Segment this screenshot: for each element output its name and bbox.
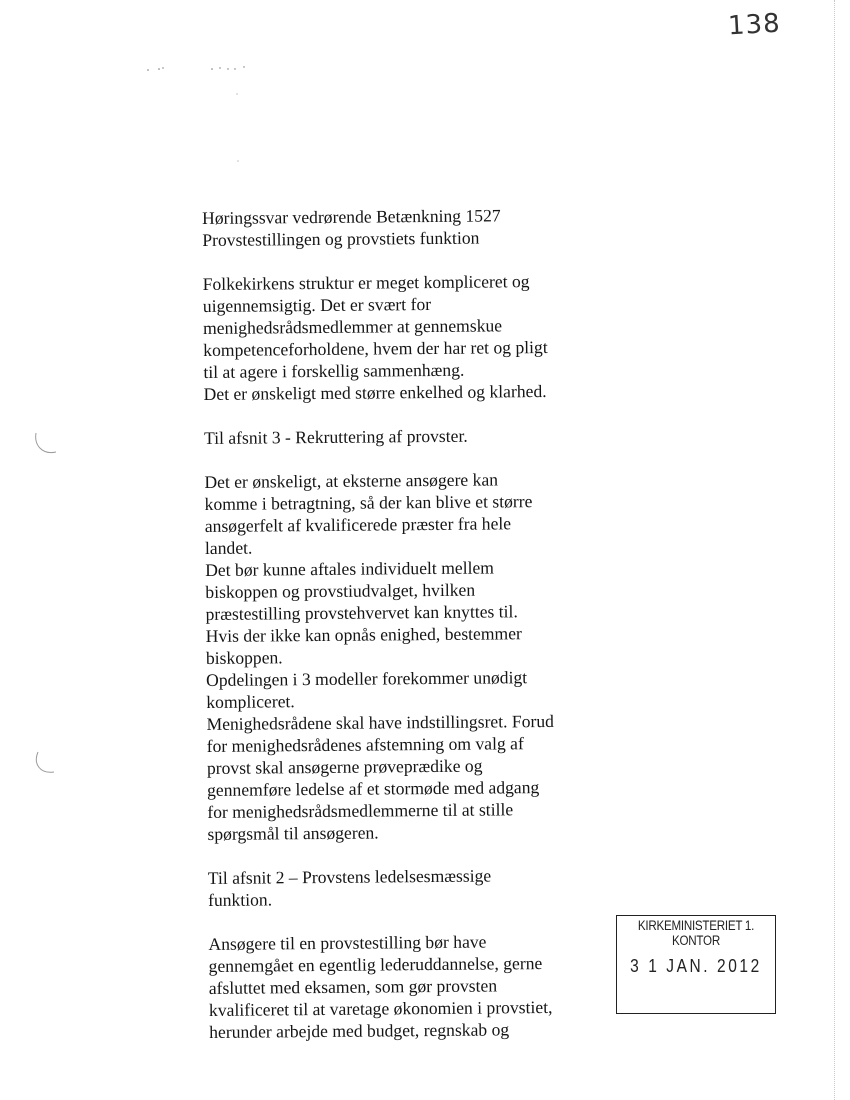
text-line: for menighedsrådsmedlemmerne til at stille <box>207 799 514 822</box>
text-line: biskoppen. <box>205 647 283 668</box>
text-line: landet. <box>204 537 253 558</box>
text-line: Ansøgere til en provstestilling bør have <box>208 931 487 954</box>
page-edge-line <box>834 0 838 1100</box>
heading-line: Provstestillingen og provstiets funktion <box>202 227 480 250</box>
text-line: kvalificeret til at varetage økonomien i provstiet, <box>208 996 553 1020</box>
paragraph-structure <box>203 270 604 405</box>
text-line: komme i betragtning, så der kan blive et større <box>204 491 533 514</box>
binder-hole-mark <box>30 425 66 461</box>
stamp-office: KIRKEMINISTERIET 1. KONTOR <box>637 918 755 948</box>
paragraph-recruitment <box>204 467 607 844</box>
text-line: ansøgerfelt af kvalificerede præster fra hele <box>204 513 512 536</box>
text-line: Det er ønskeligt, at eksterne ansøgere kan <box>204 469 499 492</box>
text-line: kompetenceforholdene, hvem der har ret og pligt <box>203 336 548 360</box>
text-line: Opdelingen i 3 modeller forekommer unødigt <box>206 667 528 690</box>
text-line: provst skal ansøgerne prøveprædike og <box>206 755 483 778</box>
text-line: kompliceret. <box>206 691 295 712</box>
text-line: Til afsnit 2 – Provstens ledelsesmæssige <box>207 865 492 888</box>
text-line: Til afsnit 3 - Rekruttering af provster. <box>203 425 468 448</box>
text-line: spørgsmål til ansøgeren. <box>207 822 379 844</box>
text-line: biskoppen og provstiudvalget, hvilken <box>205 579 476 602</box>
letter-body <box>202 204 609 1043</box>
handwritten-page-number: 138 <box>727 8 782 42</box>
text-line: Det er ønskeligt med større enkelhed og klarhed. <box>203 381 547 404</box>
text-line: til at agere i forskellig sammenhæng. <box>203 359 465 382</box>
received-stamp <box>616 915 776 1014</box>
text-line: Menighedsrådene skal have indstillingsret. Forud <box>206 710 555 734</box>
binder-hole-mark <box>30 746 66 782</box>
text-line: herunder arbejde med budget, regnskab og <box>209 1019 510 1042</box>
text-line: funktion. <box>207 889 273 910</box>
scan-specks <box>140 60 280 180</box>
text-line: Folkekirkens struktur er meget kompliceret og <box>202 271 530 294</box>
text-line: for menighedsrådenes afstemning om valg af <box>206 733 524 756</box>
text-line: menighedsrådsmedlemmer at gennemskue <box>202 315 503 338</box>
text-line: uigennemsigtig. Det er svært for <box>202 294 432 316</box>
text-line: afsluttet med eksamen, som gør provsten <box>208 975 498 998</box>
text-line: gennemføre ledelse af et stormøde med adgang <box>207 777 540 800</box>
text-line: Hvis der ikke kan opnås enighed, bestemmer <box>205 623 522 646</box>
text-line: præstestilling provstehvervet kan knyttes til. <box>205 601 518 624</box>
stamp-date: 3 1 JAN. 2012 <box>630 956 762 976</box>
heading-line: Høringssvar vedrørende Betænkning 1527 <box>202 205 501 228</box>
text-line: gennemgået en egentlig lederuddannelse, gerne <box>208 953 543 976</box>
paragraph-leadership <box>208 929 609 1042</box>
text-line: Det bør kunne aftales individuelt mellem <box>205 557 495 580</box>
heading <box>202 204 602 251</box>
section-heading-leadership <box>208 863 608 910</box>
